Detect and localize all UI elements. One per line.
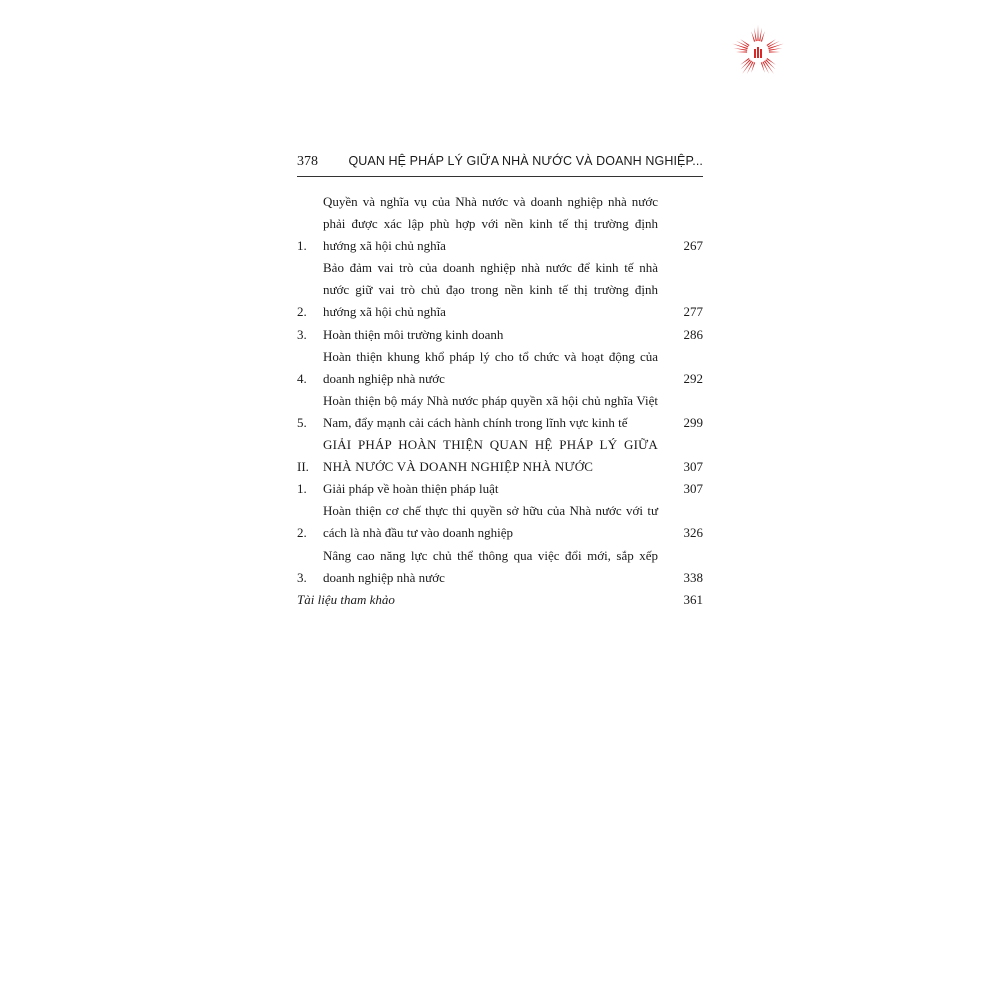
- toc-entry-page: 286: [683, 326, 703, 342]
- toc-entry-title: Nâng cao năng lực chủ thể thông qua việc đổi mới, sắp xếp doanh nghiệp nhà nước: [323, 547, 658, 585]
- running-title: QUAN HỆ PHÁP LÝ GIỮA NHÀ NƯỚC VÀ DOANH NGHIỆP...: [348, 154, 703, 168]
- toc-entry-page: 307: [683, 459, 703, 475]
- toc-entry-page: 338: [683, 569, 703, 585]
- toc-entry: [297, 191, 703, 257]
- toc-references-page: 361: [683, 591, 703, 607]
- toc-entry-title: GIẢI PHÁP HOÀN THIỆN QUAN HỆ PHÁP LÝ GIỮA NHÀ NƯỚC VÀ DOANH NGHIỆP NHÀ NƯỚC: [323, 437, 658, 475]
- toc-entry: [297, 500, 703, 544]
- toc-entry: [297, 545, 703, 589]
- toc-entry-number: 5.: [297, 414, 307, 430]
- toc-entry-title: Hoàn thiện bộ máy Nhà nước pháp quyền xã hội chủ nghĩa Việt Nam, đẩy mạnh cải cách hành chính trong lĩnh vực kinh tế: [323, 392, 658, 430]
- toc-entry-title: Hoàn thiện môi trường kinh doanh: [323, 326, 504, 342]
- toc-entry: [297, 324, 703, 346]
- toc-section-heading: [297, 434, 703, 478]
- toc-entry: [297, 346, 703, 390]
- table-of-contents: [297, 191, 703, 611]
- toc-entry-page: 267: [683, 238, 703, 254]
- toc-entry-title: Giải pháp về hoàn thiện pháp luật: [323, 481, 499, 497]
- page-number: 378: [297, 154, 318, 169]
- toc-entry-number: II.: [297, 459, 309, 475]
- toc-references-title: Tài liệu tham khảo: [297, 591, 395, 607]
- toc-entry-number: 2.: [297, 525, 307, 541]
- toc-entry-page: 277: [683, 304, 703, 320]
- toc-entry-title: Bảo đảm vai trò của doanh nghiệp nhà nước để kinh tế nhà nước giữ vai trò chủ đạo trong nền kinh tế thị trường định hướng xã hội chủ nghĩa: [323, 260, 658, 320]
- running-header: [297, 154, 703, 177]
- publisher-star-logo-icon: [728, 22, 788, 82]
- toc-entry-page: 307: [683, 481, 703, 497]
- toc-entry-number: 3.: [297, 569, 307, 585]
- toc-entry-number: 1.: [297, 481, 307, 497]
- toc-entry: [297, 390, 703, 434]
- toc-entry-number: 1.: [297, 238, 307, 254]
- toc-entry-page: 292: [683, 370, 703, 386]
- toc-entry-title: Hoàn thiện cơ chế thực thi quyền sở hữu của Nhà nước với tư cách là nhà đầu tư vào doanh nghiệp: [323, 503, 658, 541]
- toc-entry-number: 3.: [297, 326, 307, 342]
- toc-entry: [297, 478, 703, 500]
- toc-entry-title: Quyền và nghĩa vụ của Nhà nước và doanh nghiệp nhà nước phải được xác lập phù hợp với nền kinh tế thị trường định hướng xã hội chủ nghĩa: [323, 194, 658, 254]
- toc-entry-number: 4.: [297, 370, 307, 386]
- toc-references: [297, 589, 703, 611]
- toc-entry-title: Hoàn thiện khung khổ pháp lý cho tổ chức và hoạt động của doanh nghiệp nhà nước: [323, 348, 658, 386]
- book-page: [297, 154, 703, 611]
- toc-entry-number: 2.: [297, 304, 307, 320]
- toc-entry: [297, 257, 703, 323]
- toc-entry-page: 326: [683, 525, 703, 541]
- toc-entry-page: 299: [683, 414, 703, 430]
